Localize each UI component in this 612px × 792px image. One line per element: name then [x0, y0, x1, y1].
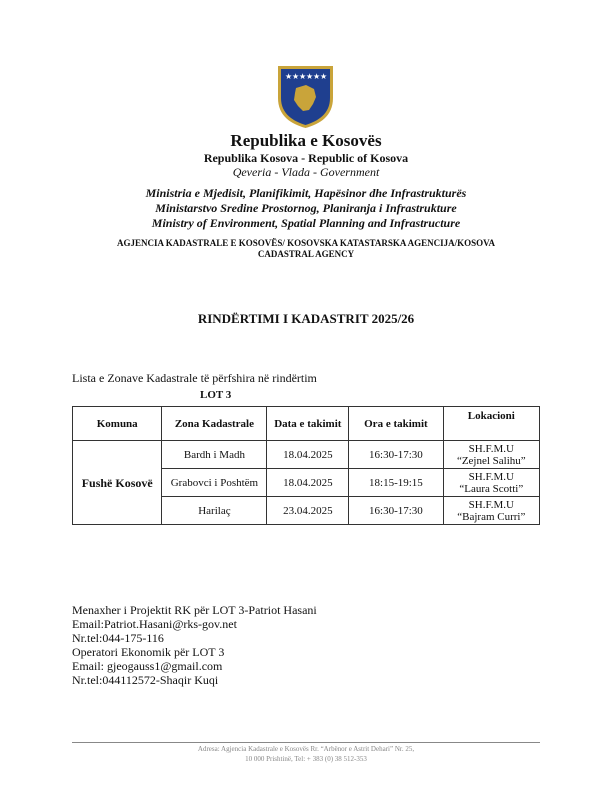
- date-cell: 18.04.2025: [267, 469, 349, 497]
- economic-operator-email: Email: gjeogauss1@gmail.com: [72, 659, 223, 673]
- country-subtitle: Republika Kosova - Republic of Kosova: [203, 151, 409, 165]
- header-zona: Zona Kadastrale: [162, 407, 267, 441]
- location-school-type: SH.F.M.U: [468, 442, 514, 455]
- footer-address-line-1: Adresa: Agjencia Kadastrale e Kosovës Rr. “Arbënor e Astrit Dehari” Nr. 25,: [197, 745, 415, 753]
- country-title: Republika e Kosovës: [230, 131, 382, 150]
- location-cell: [443, 497, 539, 525]
- economic-operator-line: Operatori Ekonomik për LOT 3: [72, 645, 225, 659]
- ministry-english: Ministry of Environment, Spatial Planning and Infrastructure: [151, 216, 461, 230]
- location-cell: [443, 469, 539, 497]
- ministry-serbian: Ministarstvo Sredine Prostornog, Planiranja i Infrastrukture: [155, 201, 457, 215]
- footer-divider: [72, 742, 540, 743]
- svg-text:★: ★: [306, 72, 314, 81]
- time-cell: 16:30-17:30: [349, 497, 443, 525]
- location-school-type: SH.F.M.U: [468, 470, 514, 483]
- date-cell: 23.04.2025: [267, 497, 349, 525]
- svg-text:★: ★: [285, 72, 293, 81]
- svg-text:★: ★: [292, 72, 300, 81]
- footer-address-line-2: 10 000 Prishtinë, Tel: + 383 (0) 38 512-353: [245, 755, 367, 763]
- zone-cell: Grabovci i Poshtëm: [162, 469, 267, 497]
- contact-block: [72, 603, 317, 687]
- location-school-name: “Laura Scotti”: [459, 482, 524, 495]
- lot-label: LOT 3: [200, 389, 232, 401]
- cadastral-zones-table: [72, 406, 540, 525]
- project-manager-phone: Nr.tel:044-175-116: [72, 631, 164, 645]
- header-data: Data e takimit: [267, 407, 349, 441]
- project-manager-email: Email:Patriot.Hasani@rks-gov.net: [72, 617, 237, 631]
- location-cell: [443, 441, 539, 469]
- header-komuna: Komuna: [73, 407, 162, 441]
- municipality-cell: Fushë Kosovë: [73, 441, 162, 525]
- time-cell: 18:15-19:15: [349, 469, 443, 497]
- time-cell: 16:30-17:30: [349, 441, 443, 469]
- table-row: [73, 441, 540, 469]
- agency-line-1: AGJENCIA KADASTRALE E KOSOVËS/ KOSOVSKA KATASTARSKA AGENCIJA/KOSOVA: [117, 238, 495, 248]
- header-lokacioni: Lokacioni: [443, 407, 539, 441]
- zone-cell: Bardh i Madh: [162, 441, 267, 469]
- location-school-name: “Bajram Curri”: [457, 510, 526, 523]
- location-school-name: “Zejnel Salihu”: [456, 454, 526, 467]
- svg-text:★: ★: [320, 72, 328, 81]
- agency-line-2: CADASTRAL AGENCY: [257, 249, 355, 259]
- svg-text:★: ★: [313, 72, 321, 81]
- table-header-row: [73, 407, 540, 441]
- document-title: RINDËRTIMI I KADASTRIT 2025/26: [197, 311, 415, 326]
- kosovo-coat-of-arms: [276, 64, 335, 130]
- government-line: Qeveria - Vlada - Government: [232, 165, 380, 179]
- intro-text: Lista e Zonave Kadastrale të përfshira në rindërtim: [72, 371, 317, 385]
- header-ora: Ora e takimit: [349, 407, 443, 441]
- ministry-albanian: Ministria e Mjedisit, Planifikimit, Hapësinor dhe Infrastrukturës: [145, 186, 467, 200]
- project-manager-line: Menaxher i Projektit RK për LOT 3-Patriot Hasani: [72, 603, 317, 617]
- svg-text:★: ★: [299, 72, 307, 81]
- date-cell: 18.04.2025: [267, 441, 349, 469]
- economic-operator-phone: Nr.tel:044112572-Shaqir Kuqi: [72, 673, 219, 687]
- location-school-type: SH.F.M.U: [468, 498, 514, 511]
- zone-cell: Harilaç: [162, 497, 267, 525]
